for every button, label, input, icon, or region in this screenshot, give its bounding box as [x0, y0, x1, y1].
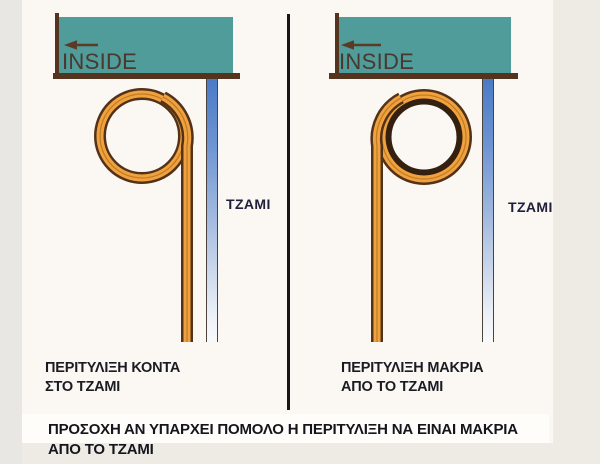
inside-label-left: INSIDE [62, 49, 138, 74]
glass-label-left: ΤΖΑΜΙ [226, 196, 271, 212]
caption-right [341, 359, 483, 397]
caption-left [45, 359, 180, 397]
glass-label-right: ΤΖΑΜΙ [508, 199, 553, 215]
warning-line2: ΑΠΟ ΤΟ ΤΖΑΜΙ [48, 440, 154, 458]
caption-left-line2: ΣΤΟ ΤΖΑΜΙ [45, 379, 121, 395]
caption-right-line2: ΑΠΟ ΤΟ ΤΖΑΜΙ [341, 379, 444, 395]
inside-label-right: INSIDE [339, 49, 415, 74]
warning-note [48, 420, 518, 459]
cable-coil-far-from-glass [376, 95, 466, 342]
caption-left-line1: ΠΕΡΙΤΥΛΙΞΗ ΚΟΝΤΑ [45, 360, 181, 376]
caption-right-line1: ΠΕΡΙΤΥΛΙΞΗ ΜΑΚΡΙΑ [341, 360, 484, 376]
warning-line1: ΠΡΟΣΟΧΗ ΑΝ ΥΠΑΡΧΕΙ ΠΟΜΟΛΟ Η ΠΕΡΙΤΥΛΙΞΗ ΝΑ ΕΙΝΑΙ ΜΑΚΡΙΑ [48, 421, 518, 438]
cable-coil-close-to-glass [100, 94, 188, 342]
